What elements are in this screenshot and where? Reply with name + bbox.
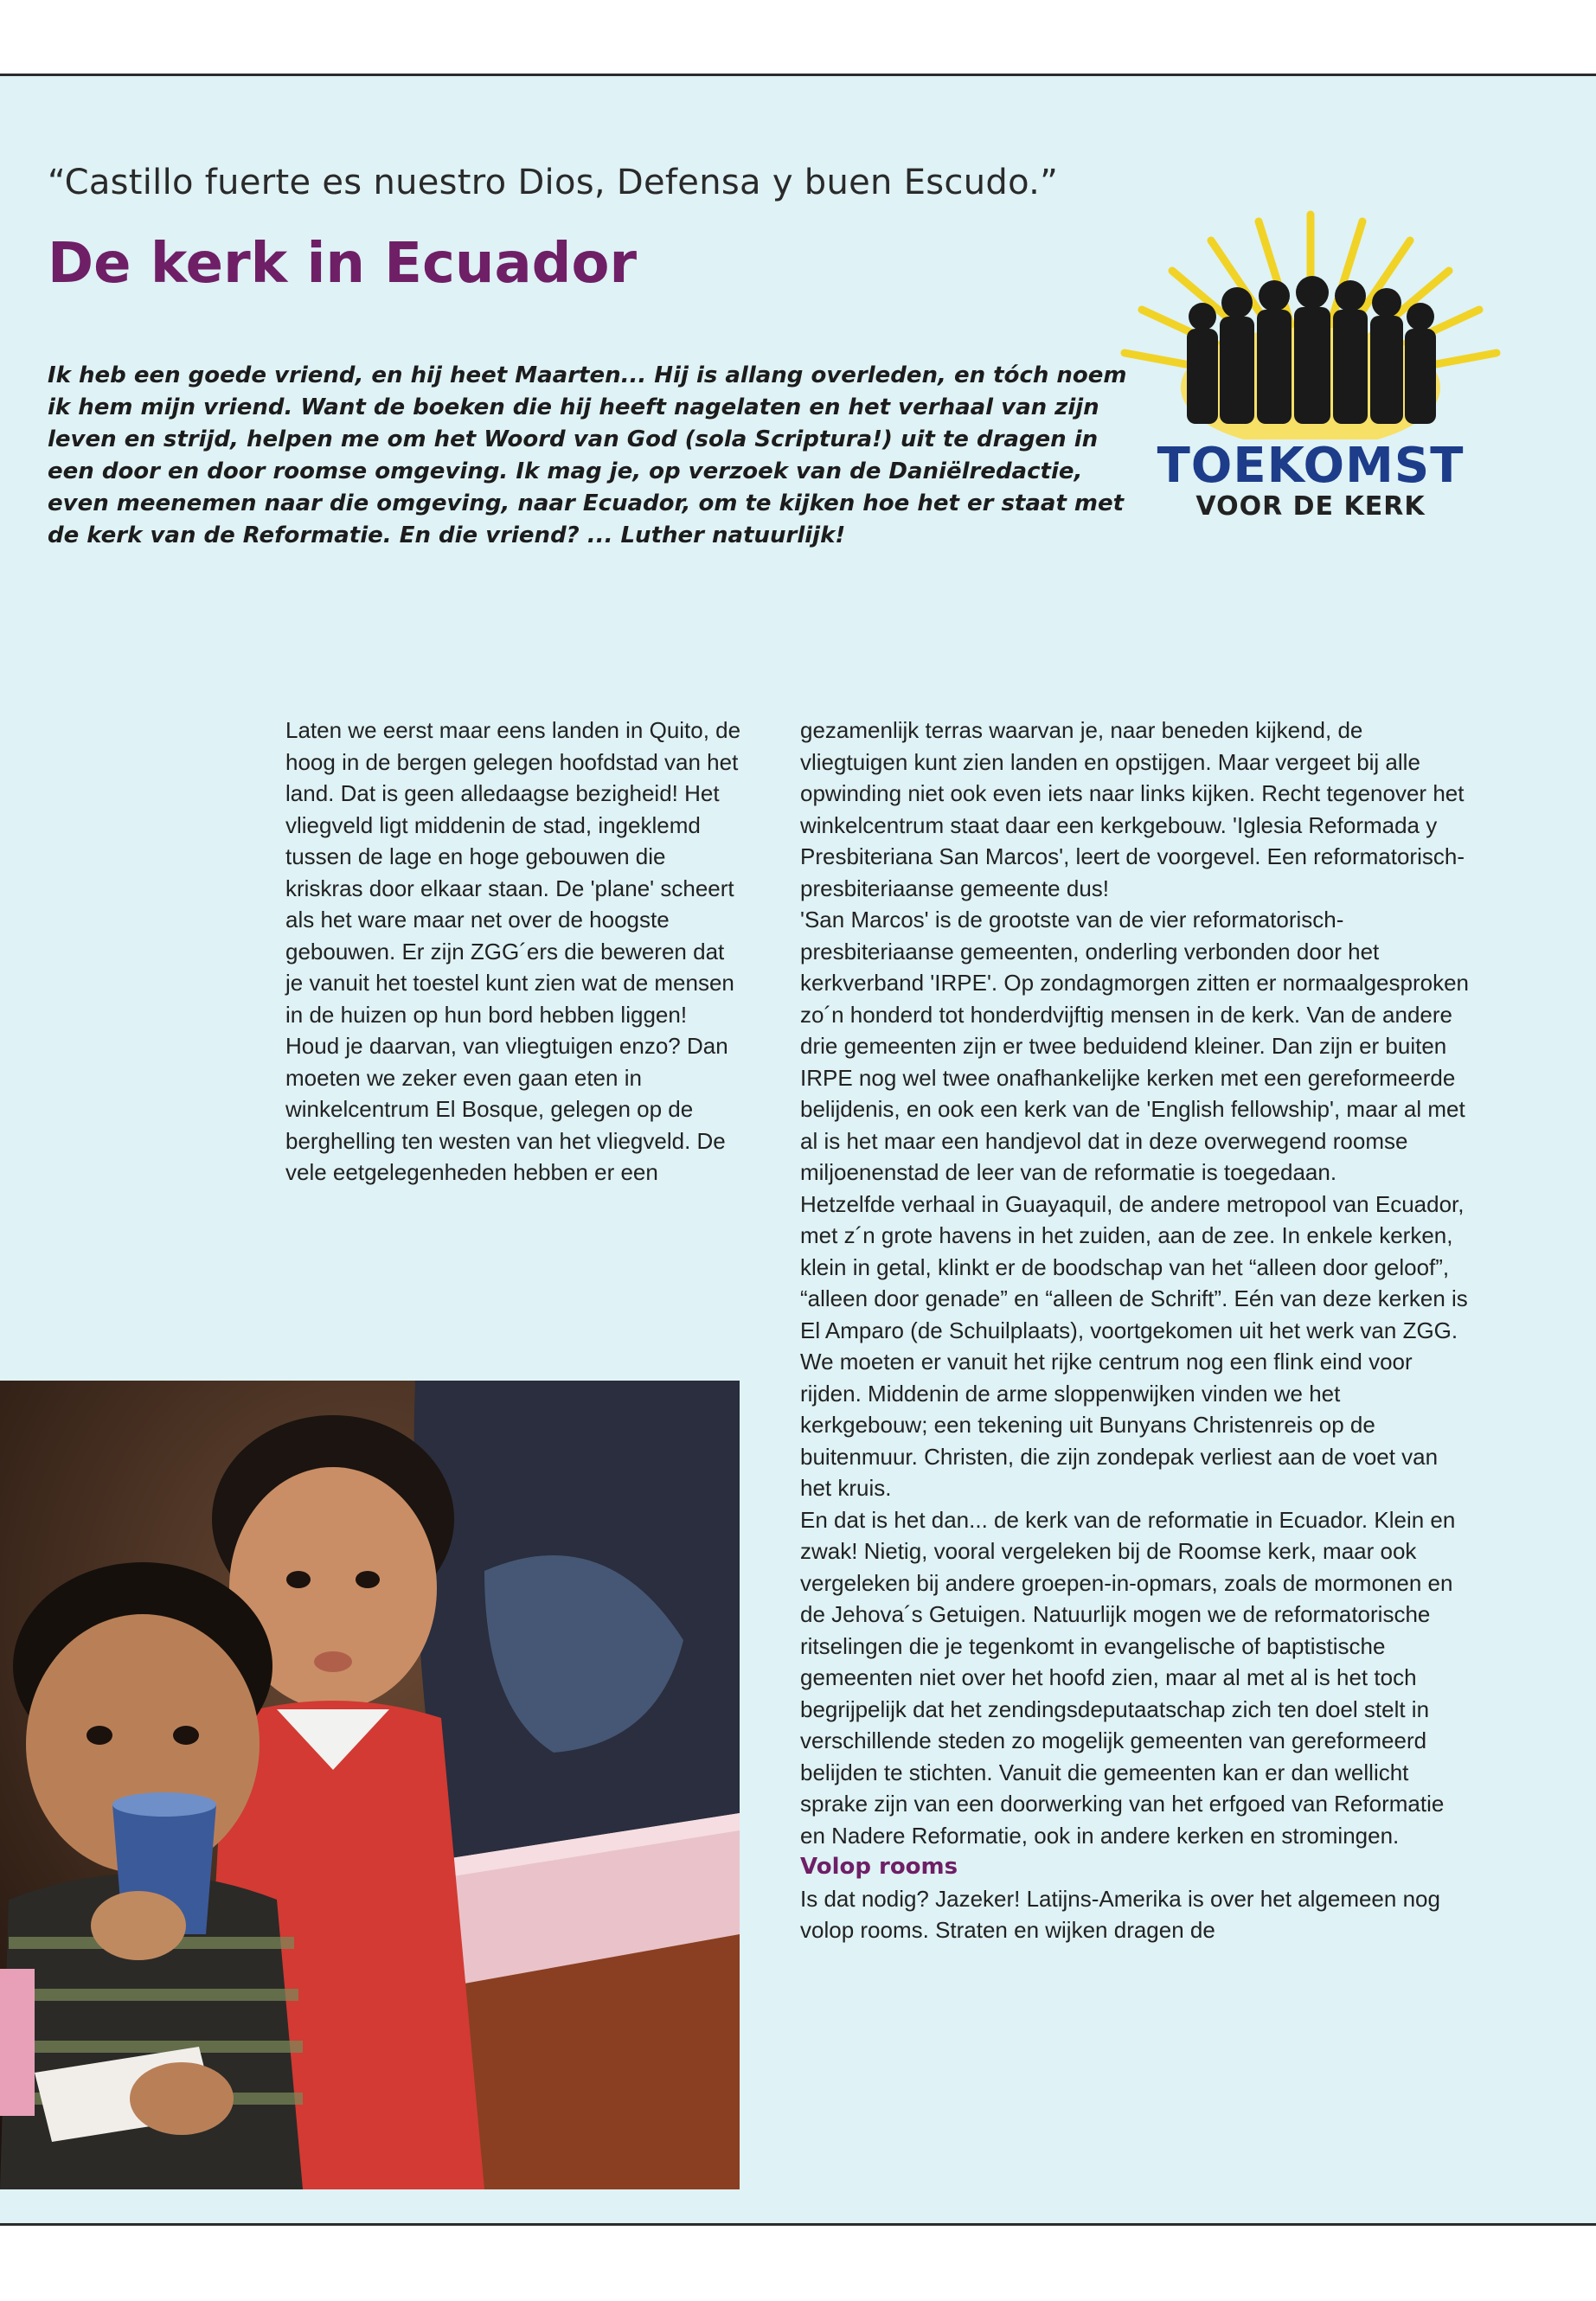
children-photo-illustration (0, 1381, 740, 2189)
header-quote: “Castillo fuerte es nuestro Dios, Defensa y buen Escudo.” (48, 163, 1059, 202)
text-column-right (800, 715, 1471, 1946)
toekomst-logo (1120, 206, 1501, 522)
people-silhouette-sun-icon (1120, 206, 1501, 439)
body-paragraph: Hetzelfde verhaal in Guayaquil, de andere metropool van Ecuador, met z´n grote havens in het zuiden, aan de zee. In enkele kerken, klein in getal, klinkt er de boodschap van het “alleen door geloof”, “alleen door genade” en “alleen de Schrift”. Eén van deze kerken is El Amparo (de Schuilplaats), voortgekomen uit het werk van ZGG. We moeten er vanuit het rijke centrum nog een flink eind voor rijden. Middenin de arme sloppenwijken vinden we het kerkgebouw; een tekening uit Bunyans Christenreis op de buitenmuur. Christen, die zijn zondepak verliest aan de voet van het kruis. (800, 1190, 1468, 1501)
body-paragraph: gezamenlijk terras waarvan je, naar beneden kijkend, de vliegtuigen kunt zien landen en opstijgen. Maar vergeet bij alle opwinding niet ook even iets naar links kijken. Recht tegenover het winkelcentrum staat daar een kerkgebouw. 'Iglesia Reformada y Presbiteriana San Marcos', leert de voorgevel. Een reformatorisch-presbiteriaanse gemeente dus! (800, 717, 1465, 901)
logo-subtitle: VOOR DE KERK (1195, 491, 1426, 522)
text-column-left (285, 715, 744, 1189)
body-paragraph: Is dat nodig? Jazeker! Latijns-Amerika is over het algemeen nog volop rooms. Straten en wijken dragen de (800, 1885, 1440, 1943)
page-title: De kerk in Ecuador (48, 232, 637, 296)
magazine-page (0, 74, 1596, 2226)
logo-title: TOEKOMST (1157, 438, 1465, 494)
intro-paragraph: Ik heb een goede vriend, en hij heet Maarten... Hij is allang overleden, en tóch noem ik hem mijn vriend. Want de boeken die hij heeft nagelaten en het verhaal van zijn leven en strijd, helpen me om het Woord van God (sola Scriptura!) uit te dragen in een door en door roomse omgeving. Ik mag je, op verzoek van de Daniëlredactie, even meenemen naar die omgeving, naar Ecuador, om te kijken hoe het er staat met de kerk van de Reformatie. En die vriend? ... Luther natuurlijk! (48, 362, 1127, 548)
children-photo (0, 1381, 740, 2189)
body-paragraph: Houd je daarvan, van vliegtuigen enzo? Dan moeten we zeker even gaan eten in winkelcentrum El Bosque, gelegen op de berghelling ten westen van het vliegveld. De vele eetgelegenheden hebben er een (285, 1033, 728, 1185)
section-subheading: Volop rooms (800, 1854, 958, 1880)
body-paragraph: En dat is het dan... de kerk van de reformatie in Ecuador. Klein en zwak! Nietig, vooral vergeleken bij de Roomse kerk, maar ook vergeleken bij andere groepen-in-opmars, zoals de mormonen en de Jehova´s Getuigen. Natuurlijk mogen we de reformatorische ritselingen die je tegenkomt in evangelische of baptistische gemeenten niet over het hoofd zien, maar al met al is het toch begrijpelijk dat het zendingsdeputaatschap zich ten doel stelt in verschillende steden zo mogelijk gemeenten van gereformeerd belijden te stichten. Vanuit die gemeenten kan er dan wellicht sprake zijn van een doorwerking van het erfgoed van Reformatie en Nadere Reformatie, ook in andere kerken en stromingen. (800, 1506, 1456, 1849)
body-paragraph: 'San Marcos' is de grootste van de vier reformatorisch-presbiteriaanse gemeenten, onderling verbonden door het kerkverband 'IRPE'. Op zondagmorgen zitten er normaalgesproken zo´n honderd tot honderdvijftig mensen in de kerk. Van de andere drie gemeenten zijn er twee beduidend kleiner. Dan zijn er buiten IRPE nog wel twee onafhankelijke kerken met een gereformeerde belijdenis, en ook een kerk van de 'English fellowship', maar al met al is het maar een handjevol dat in deze overwegend roomse miljoenenstad de leer van de reformatie is toegedaan. (800, 907, 1470, 1185)
body-paragraph: Laten we eerst maar eens landen in Quito, de hoog in de bergen gelegen hoofdstad van het land. Dat is geen alledaagse bezigheid! Het vliegveld ligt middenin de stad, ingeklemd tussen de lage en hoge gebouwen die kriskras door elkaar staan. De 'plane' scheert als het ware maar net over de hoogste gebouwen. Er zijn ZGG´ers die beweren dat je vanuit het toestel kunt zien wat de mensen in de huizen op hun bord hebben liggen! (285, 717, 741, 1028)
